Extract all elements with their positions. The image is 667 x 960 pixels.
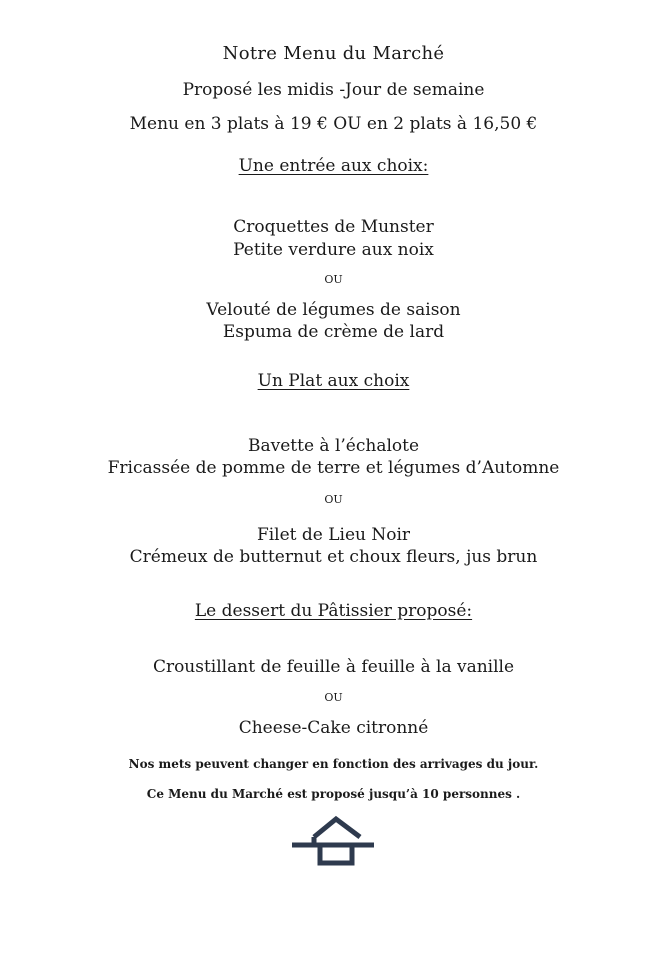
main-option-2-line-2: Crémeux de butternut et choux fleurs, jus brun: [129, 547, 538, 567]
starter-option-2-line-1: Velouté de légumes de saison: [206, 300, 461, 320]
starters-heading: Une entrée aux choix:: [238, 156, 429, 176]
main-option-1-line-1: Bavette à l’échalote: [247, 436, 420, 456]
menu-pricing: Menu en 3 plats à 19 € OU en 2 plats à 16,50 €: [129, 114, 538, 134]
availability-note: Nos mets peuvent changer en fonction des arrivages du jour.: [128, 757, 539, 771]
dessert-option-1: Croustillant de feuille à feuille à la vanille: [152, 657, 515, 677]
starters-separator: OU: [324, 273, 343, 286]
dessert-option-2: Cheese-Cake citronné: [238, 718, 429, 738]
group-size-note: Ce Menu du Marché est proposé jusqu’à 10 personnes .: [146, 787, 521, 801]
desserts-heading: Le dessert du Pâtissier proposé:: [194, 601, 473, 621]
main-option-2-line-1: Filet de Lieu Noir: [256, 525, 411, 545]
main-option-1-line-2: Fricassée de pomme de terre et légumes d’Automne: [107, 458, 560, 478]
mains-separator: OU: [324, 493, 343, 506]
starter-option-2-line-2: Espuma de crème de lard: [222, 322, 445, 342]
menu-title: Notre Menu du Marché: [222, 43, 445, 64]
starter-option-1-line-2: Petite verdure aux noix: [233, 240, 434, 260]
mains-heading: Un Plat aux choix: [257, 371, 410, 391]
menu-subtitle: Proposé les midis -Jour de semaine: [182, 80, 485, 100]
desserts-separator: OU: [324, 691, 343, 704]
house-logo-icon: [290, 815, 376, 867]
starter-option-1-line-1: Croquettes de Munster: [233, 217, 434, 237]
